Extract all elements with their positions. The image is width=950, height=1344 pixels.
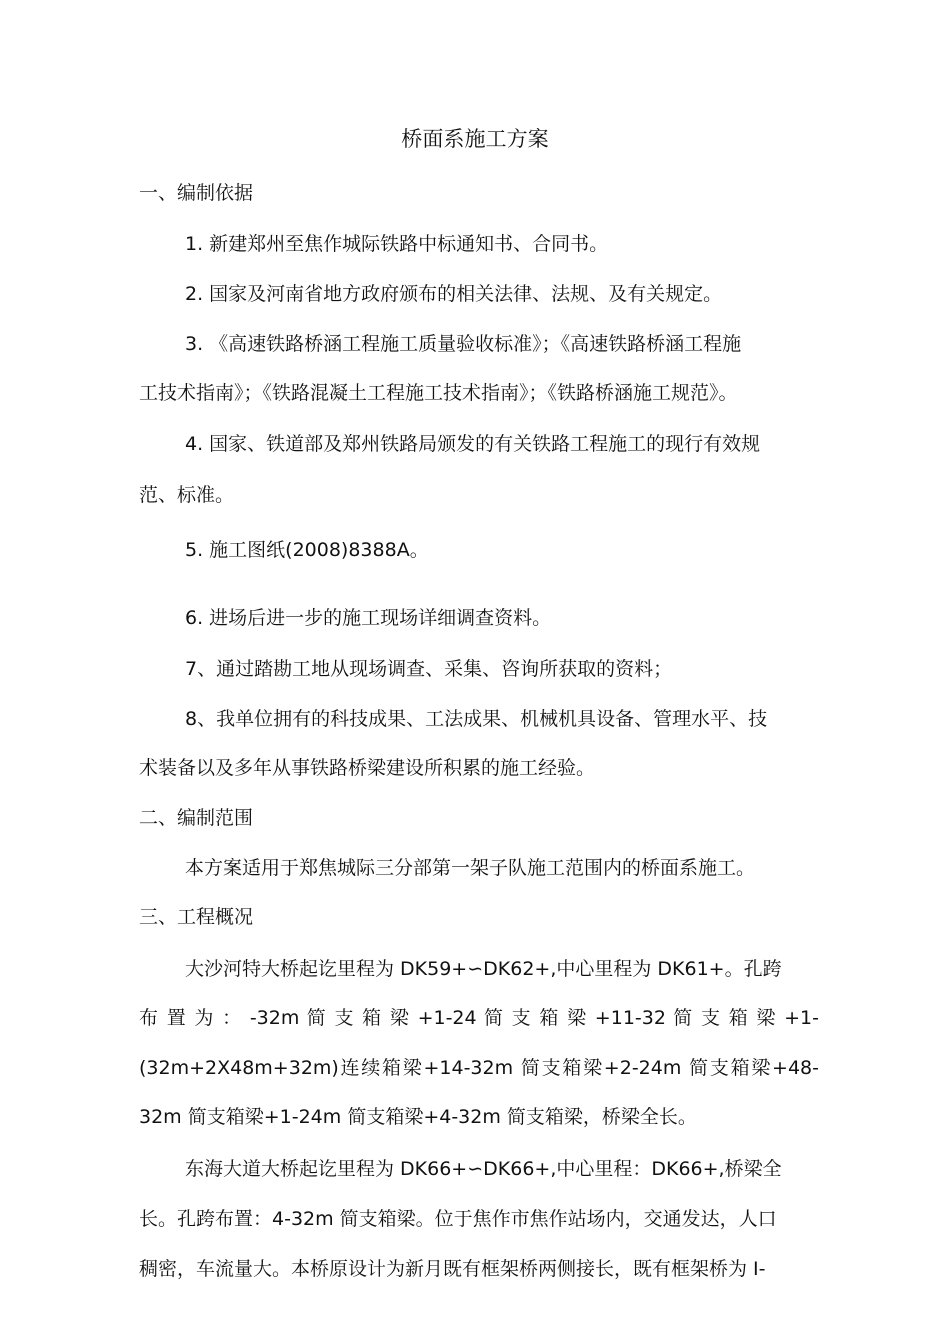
basis-item-4-line-2: 范、标准。 bbox=[139, 484, 235, 506]
overview-p1-line-4: 32m 简支箱梁+1-24m 简支箱梁+4-32m 简支箱梁，桥梁全长。 bbox=[139, 1106, 697, 1128]
basis-item-2: 2. 国家及河南省地方政府颁布的相关法律、法规、及有关规定。 bbox=[185, 283, 723, 305]
basis-item-8-line-2: 术装备以及多年从事铁路桥梁建设所积累的施工经验。 bbox=[139, 757, 596, 779]
basis-item-8-line-1: 8、我单位拥有的科技成果、工法成果、机械机具设备、管理水平、技 bbox=[185, 708, 768, 730]
overview-p1-line-2: 布 置 为 ： -32m 简 支 箱 梁 +1-24 简 支 箱 梁 +11-32 简 支 箱 梁 +1- bbox=[139, 1007, 820, 1029]
basis-item-6: 6. 进场后进一步的施工现场详细调查资料。 bbox=[185, 607, 552, 629]
overview-p1-line-3: (32m+2X48m+32m)连续箱梁+14-32m 简支箱梁+2-24m 简支箱梁+48- bbox=[139, 1057, 819, 1079]
basis-item-1: 1. 新建郑州至焦作城际铁路中标通知书、合同书。 bbox=[185, 233, 609, 255]
section-heading-overview: 三、工程概况 bbox=[139, 906, 254, 928]
section-heading-basis: 一、编制依据 bbox=[139, 182, 254, 204]
section-heading-scope: 二、编制范围 bbox=[139, 807, 254, 829]
basis-item-5: 5. 施工图纸(2008)8388A。 bbox=[185, 539, 429, 561]
basis-item-3-line-2: 工技术指南》；《铁路混凝土工程施工技术指南》；《铁路桥涵施工规范》。 bbox=[139, 382, 738, 404]
overview-p2-line-2: 长。孔跨布置：4-32m 简支箱梁。位于焦作市焦作站场内，交通发达，人口 bbox=[139, 1208, 777, 1230]
basis-item-7: 7、通过踏勘工地从现场调查、采集、咨询所获取的资料； bbox=[185, 658, 673, 680]
overview-p1-line-1: 大沙河特大桥起讫里程为 DK59+∽DK62+,中心里程为 DK61+。孔跨 bbox=[185, 958, 782, 980]
scope-text: 本方案适用于郑焦城际三分部第一架子队施工范围内的桥面系施工。 bbox=[185, 857, 756, 879]
basis-item-3-line-1: 3. 《高速铁路桥涵工程施工质量验收标准》；《高速铁路桥涵工程施 bbox=[185, 333, 742, 355]
basis-item-4-line-1: 4. 国家、铁道部及郑州铁路局颁发的有关铁路工程施工的现行有效规 bbox=[185, 433, 761, 455]
overview-p2-line-1: 东海大道大桥起讫里程为 DK66+∽DK66+,中心里程：DK66+,桥梁全 bbox=[185, 1158, 782, 1180]
overview-p2-line-3: 稠密，车流量大。本桥原设计为新月既有框架桥两侧接长，既有框架桥为 I- bbox=[139, 1258, 766, 1280]
page-title: 桥面系施工方案 bbox=[401, 126, 549, 151]
